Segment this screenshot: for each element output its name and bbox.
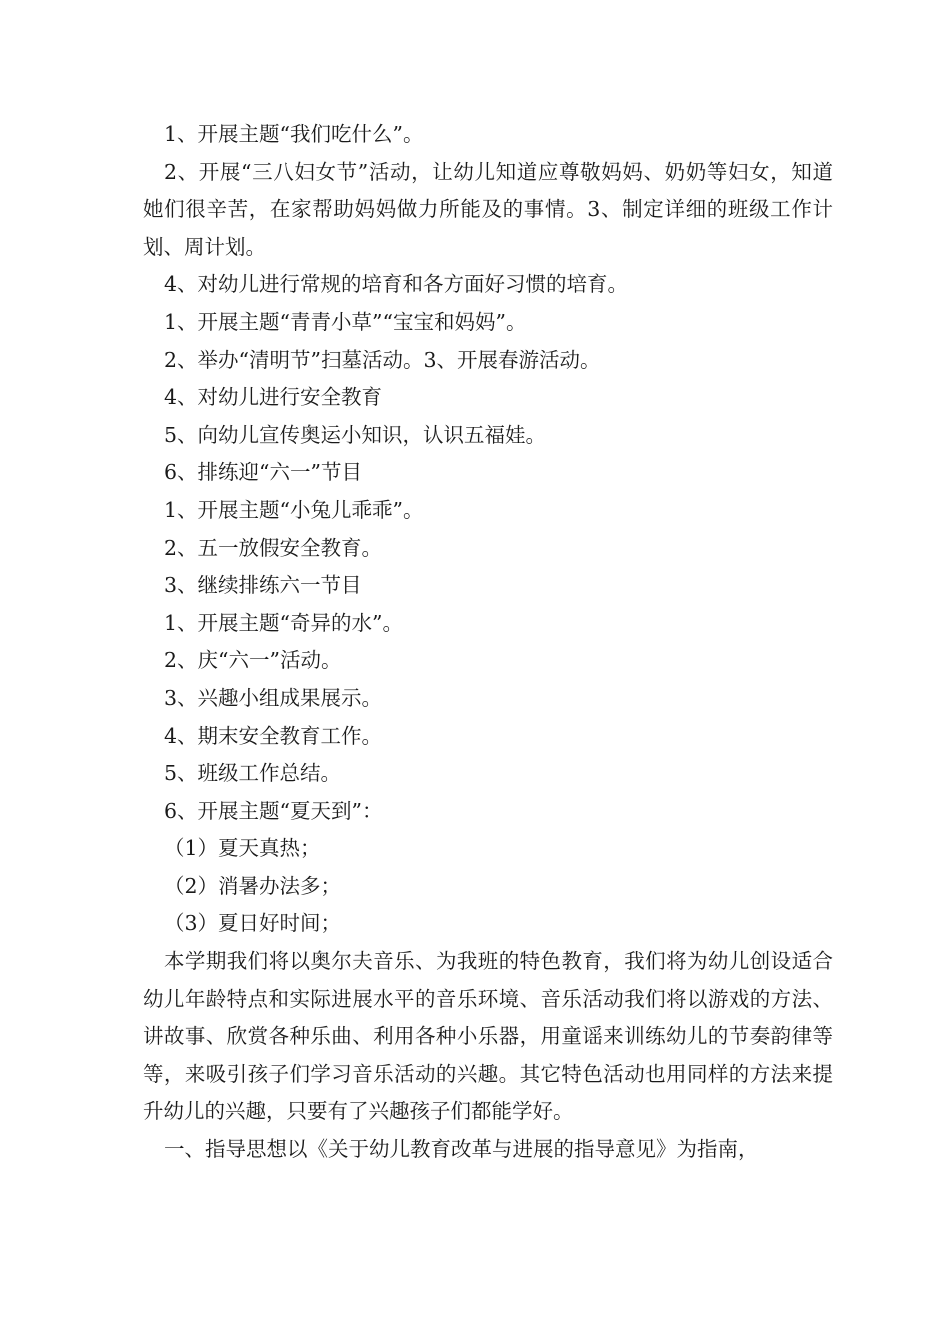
document-body xyxy=(143,116,833,1169)
paragraph: 本学期我们将以奥尔夫音乐、为我班的特色教育，我们将为幼儿创设适合幼儿年龄特点和实际进展水平的音乐环境、音乐活动我们将以游戏的方法、讲故事、欣赏各种乐曲、利用各种小乐器，用童谣来训练幼儿的节奏韵律等等，来吸引孩子们学习音乐活动的兴趣。其它特色活动也用同样的方法来提升幼儿的兴趣，只要有了兴趣孩子们都能学好。 xyxy=(143,949,833,1124)
paragraph: 6、开展主题“夏天到”： xyxy=(164,798,383,823)
paragraph: 1、开展主题“我们吃什么”。 xyxy=(164,122,424,146)
paragraph: 5、班级工作总结。 xyxy=(164,761,342,786)
paragraph: （2）消暑办法多； xyxy=(164,873,342,898)
paragraph: （1）夏天真热； xyxy=(164,836,321,861)
paragraph: 4、期末安全教育工作。 xyxy=(164,723,383,748)
paragraph: 1、开展主题“小兔儿乖乖”。 xyxy=(164,497,424,522)
paragraph: 4、对幼儿进行安全教育 xyxy=(164,385,383,410)
paragraph: 5、向幼儿宣传奥运小知识，认识五福娃。 xyxy=(164,422,547,447)
paragraph: 2、五一放假安全教育。 xyxy=(164,535,383,560)
paragraph: 2、举办“清明节”扫墓活动。3、开展春游活动。 xyxy=(164,347,601,372)
paragraph: 3、继续排练六一节目 xyxy=(164,573,362,598)
paragraph: 6、排练迎“六一”节目 xyxy=(164,460,363,485)
paragraph: 4、对幼儿进行常规的培育和各方面好习惯的培育。 xyxy=(164,272,629,297)
paragraph: 2、开展“三八妇女节”活动，让幼儿知道应尊敬妈妈、奶奶等妇女，知道她们很辛苦，在家帮助妈妈做力所能及的事情。3、制定详细的班级工作计划、周计划。 xyxy=(143,159,833,259)
paragraph: 一、指导思想以《关于幼儿教育改革与进展的指导意见》为指南， xyxy=(164,1137,759,1162)
paragraph: 2、庆“六一”活动。 xyxy=(164,648,342,673)
paragraph: 3、兴趣小组成果展示。 xyxy=(164,685,383,710)
paragraph: 1、开展主题“奇异的水”。 xyxy=(164,610,404,635)
paragraph: （3）夏日好时间； xyxy=(164,911,342,936)
paragraph: 1、开展主题“青青小草”“宝宝和妈妈”。 xyxy=(164,309,527,334)
